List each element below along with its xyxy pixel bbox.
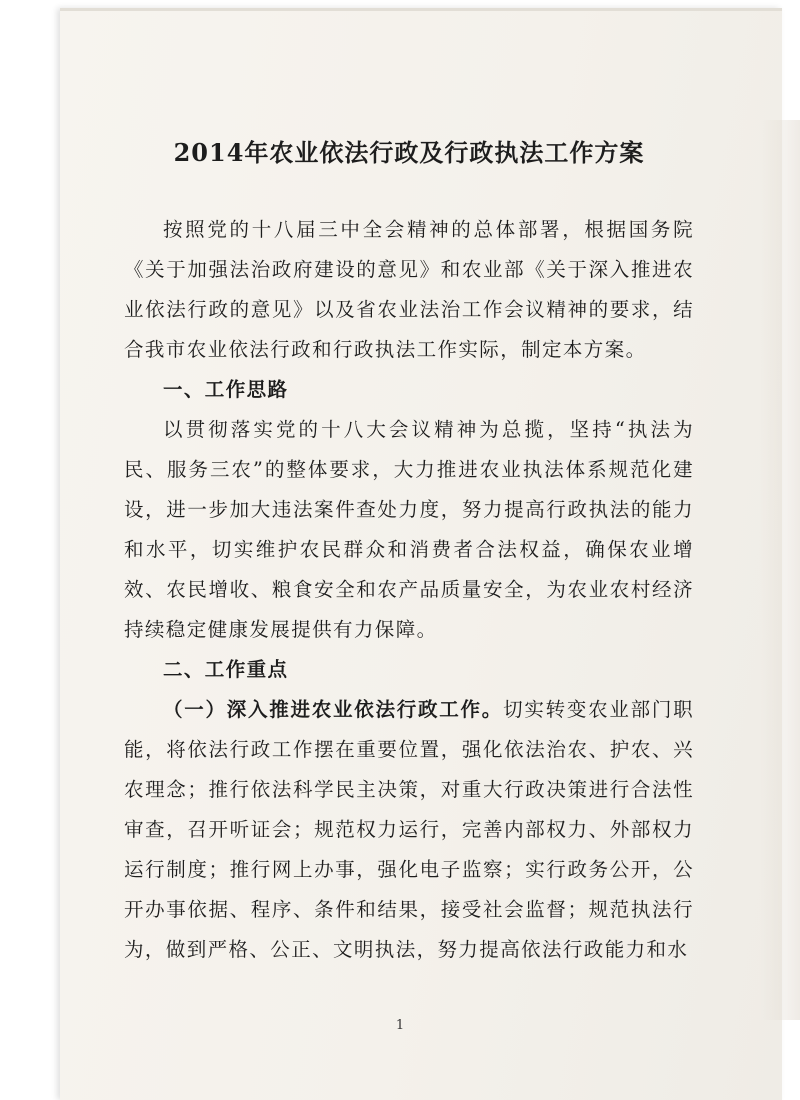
key-task-item-1-lead: （一）深入推进农业依法行政工作。 <box>163 698 504 721</box>
section-heading-key-tasks: 二、工作重点 <box>163 658 289 681</box>
document-title: 2014年农业依法行政及行政执法工作方案 <box>173 138 645 167</box>
key-task-item-1 <box>124 690 694 970</box>
section-body-work-approach: 以贯彻落实党的十八大会议精神为总揽，坚持“执法为民、服务三农”的整体要求，大力推进农业执法体系规范化建设，进一步加大违法案件查处力度，努力提高行政执法的能力和水平，切实维护农民群众和消费者合法权益，确保农业增效、农民增收、粮食安全和农产品质量安全，为农业农村经济持续稳定健康发展提供有力保障。 <box>124 418 694 641</box>
document-body <box>124 138 694 970</box>
key-task-item-1-body: 切实转变农业部门职能，将依法行政工作摆在重要位置，强化依法治农、护农、兴农理念；推行依法科学民主决策，对重大行政决策进行合法性审查，召开听证会；规范权力运行，完善内部权力、外部权力运行制度；推行网上办事，强化电子监察；实行政务公开，公开办事依据、程序、条件和结果，接受社会监督；规范执法行为，做到严格、公正、文明执法，努力提高依法行政能力和水 <box>124 698 694 961</box>
page-number: 1 <box>395 1018 405 1033</box>
intro-paragraph: 按照党的十八届三中全会精神的总体部署，根据国务院《关于加强法治政府建设的意见》和农业部《关于深入推进农业依法行政的意见》以及省农业法治工作会议精神的要求，结合我市农业依法行政和行政执法工作实际，制定本方案。 <box>124 218 694 361</box>
section-heading-work-approach: 一、工作思路 <box>163 378 289 401</box>
show-through-shadow <box>760 120 800 1020</box>
paper-top-edge <box>60 8 782 11</box>
